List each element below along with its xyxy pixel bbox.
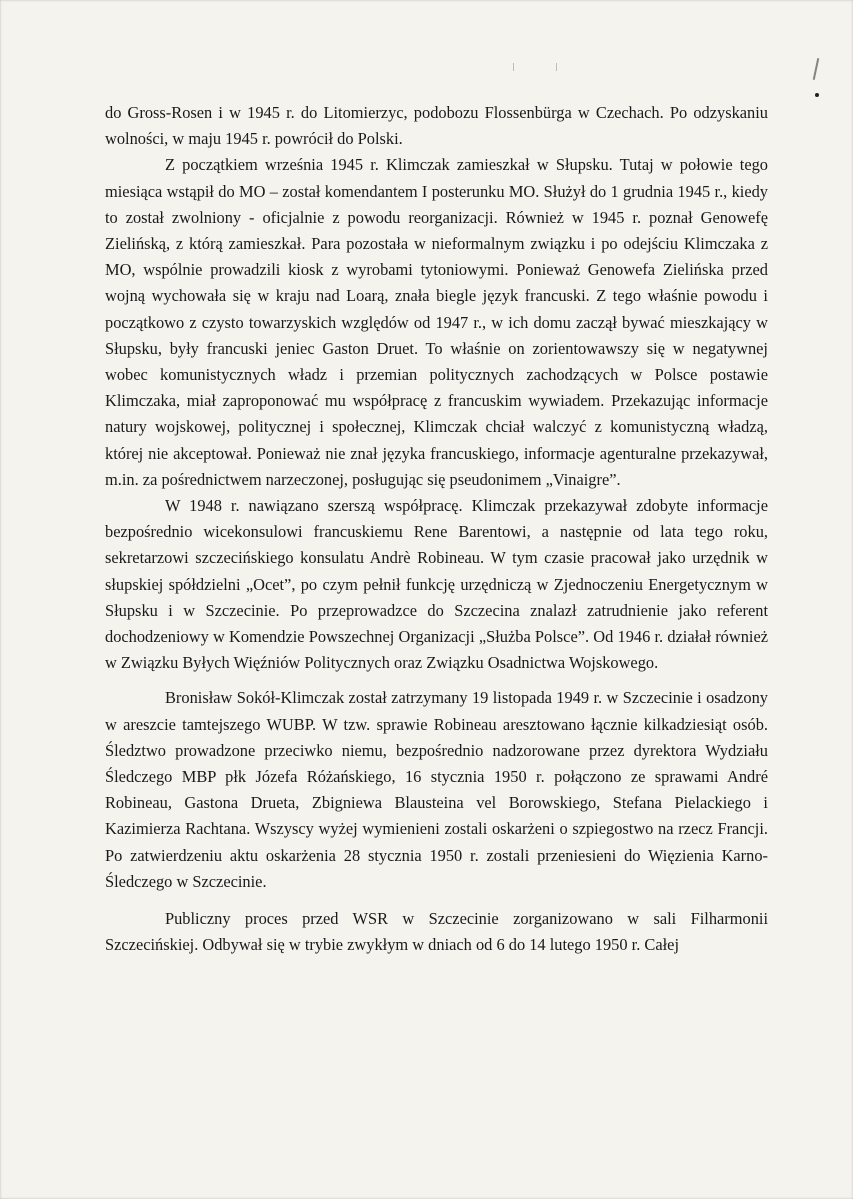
document-body xyxy=(105,100,768,959)
ink-dot xyxy=(815,93,819,97)
paragraph-3: W 1948 r. nawiązano szerszą współpracę. Klimczak przekazywał zdobyte informacje bezpośrednio wicekonsulowi francuskiemu Rene Barentowi, a następnie od lata tego roku, sekretarzowi szczecińskiego konsulatu Andrè Robineau. W tym czasie pracował jako urzędnik w słupskiej spółdzielni „Ocet”, po czym pełnił funkcję urzędniczą w Zjednoczeniu Energetycznym w Słupsku i w Szczecinie. Po przeprowadzce do Szczecina znalazł zatrudnienie jako referent dochodzeniowy w Komendzie Powszechnej Organizacji „Służba Polsce”. Od 1946 r. działał również w Związku Byłych Więźniów Politycznych oraz Związku Osadnictwa Wojskowego. xyxy=(105,496,768,673)
scan-artifact xyxy=(513,63,514,71)
paragraph-2: Z początkiem września 1945 r. Klimczak zamieszkał w Słupsku. Tutaj w połowie tego miesiąca wstąpił do MO – został komendantem I posterunku MO. Służył do 1 grudnia 1945 r., kiedy to został zwolniony - oficjalnie z powodu reorganizacji. Również w 1945 r. poznał Genowefę Zielińską, z którą zamieszkał. Para pozostała w nieformalnym związku i po odejściu Klimczaka z MO, wspólnie prowadzili kiosk z wyrobami tytoniowymi. Ponieważ Genowefa Zielińska przed wojną wychowała się w kraju nad Loarą, znała biegle język francuski. Z tego właśnie powodu i początkowo z czysto towarzyskich względów od 1947 r., w ich domu zaczął bywać mieszkający w Słupsku, były francuski jeniec Gaston Druet. To właśnie on zorientowawszy się w negatywnej wobec komunistycznych władz i przemian politycznych zachodzących w Polsce postawie Klimczaka, miał zaproponować mu współpracę z francuskim wywiadem. Przekazując informacje natury wojskowej, politycznej i społecznej, Klimczak chciał walczyć z komunistyczną władzą, której nie akceptował. Ponieważ nie znał języka francuskiego, informacje agenturalne przekazywał, m.in. za pośrednictwem narzeczonej, posługując się pseudonimem „Vinaigre”. xyxy=(105,155,768,489)
paragraph-4: Bronisław Sokół-Klimczak został zatrzymany 19 listopada 1949 r. w Szczecinie i osadzony w areszcie tamtejszego WUBP. W tzw. sprawie Robineau aresztowano łącznie kilkadziesiąt osób. Śledztwo prowadzone przeciwko niemu, bezpośrednio nadzorowane przez dyrektora Wydziału Śledczego MBP płk Józefa Różańskiego, 16 stycznia 1950 r. połączono ze sprawami André Robineau, Gastona Drueta, Zbigniewa Blausteina vel Borowskiego, Stefana Pielackiego i Kazimierza Rachtana. Wszyscy wyżej wymienieni zostali oskarżeni o szpiegostwo na rzecz Francji. Po zatwierdzeniu aktu oskarżenia 28 stycznia 1950 r. zostali przeniesieni do Więzienia Karno-Śledczego w Szczecinie. xyxy=(105,688,768,891)
paragraph-1: do Gross-Rosen i w 1945 r. do Litomierzyc, podobozu Flossenbürga w Czechach. Po odzyskaniu wolności, w maju 1945 r. powrócił do Polski. xyxy=(105,103,768,149)
handwritten-mark xyxy=(813,58,820,80)
paragraph-5: Publiczny proces przed WSR w Szczecinie zorganizowano w sali Filharmonii Szczecińskiej. Odbywał się w trybie zwykłym w dniach od 6 do 14 lutego 1950 r. Całej xyxy=(105,909,768,955)
scan-artifact xyxy=(556,63,557,71)
